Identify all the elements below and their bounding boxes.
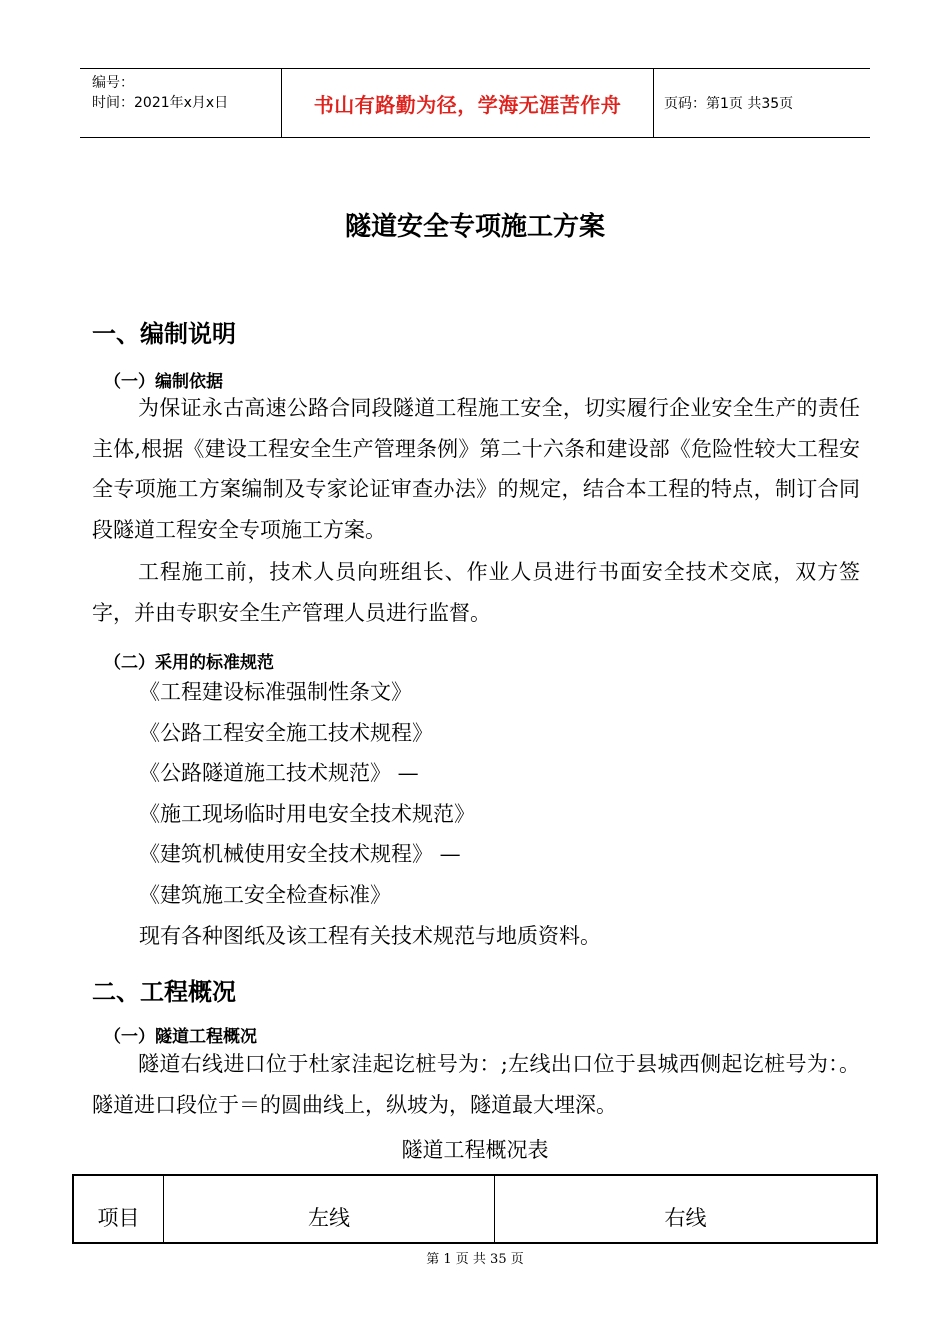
standard-item: 《施工现场临时用电安全技术规范》 — [139, 802, 475, 826]
document-title: 隧道安全专项施工方案 — [344, 212, 605, 242]
section1-heading: 一、编制说明 — [92, 320, 236, 348]
standard-item: 《建筑机械使用安全技术规程》 — — [139, 842, 461, 866]
table-header-item: 项目 — [74, 1176, 164, 1242]
overview-table — [72, 1174, 878, 1244]
standard-item: 《工程建设标准强制性条文》 — [139, 680, 412, 704]
table-caption: 隧道工程概况表 — [401, 1138, 549, 1162]
standard-item: 《建筑施工安全检查标准》 — [139, 883, 391, 907]
section1-sub2-heading: （二）采用的标准规范 — [104, 653, 274, 673]
standards-closing: 现有各种图纸及该工程有关技术规范与地质资料。 — [139, 924, 601, 948]
section1-sub1-heading: （一）编制依据 — [104, 372, 223, 392]
header-motto: 书山有路勤为径，学海无涯苦作舟 — [282, 69, 654, 137]
page-footer: 第 1 页 共 35 页 — [426, 1252, 524, 1267]
section2-heading: 二、工程概况 — [92, 978, 236, 1006]
standard-item: 《公路隧道施工技术规范》 — — [139, 761, 419, 785]
page-header-table — [80, 68, 870, 138]
number-label: 编号： — [92, 75, 134, 91]
section1-para2: 工程施工前，技术人员向班组长、作业人员进行书面安全技术交底，双方签字，并由专职安全生产管理人员进行监督。 — [92, 560, 860, 625]
section2-sub1-heading: （一）隧道工程概况 — [104, 1027, 257, 1047]
section1-para1: 为保证永古高速公路合同段隧道工程施工安全，切实履行企业安全生产的责任主体,根据《建设工程安全生产管理条例》第二十六条和建设部《危险性较大工程安全专项施工方案编制及专家论证审查办法》的规定，结合本工程的特点，制订合同段隧道工程安全专项施工方案。 — [92, 396, 860, 542]
table-header-right: 右线 — [664, 1206, 707, 1230]
standard-item: 《公路工程安全施工技术规程》 — [139, 721, 433, 745]
header-left-cell — [80, 69, 282, 137]
time-label: 时间：2021年x月x日 — [92, 95, 229, 111]
section2-para1: 隧道右线进口位于杜家洼起讫桩号为：;左线出口位于县城西侧起讫桩号为：。隧道进口段位于＝的圆曲线上，纵坡为，隧道最大埋深。 — [92, 1052, 860, 1117]
table-header-left: 左线 — [164, 1176, 495, 1242]
header-page-info: 页码：第1页 共35页 — [664, 96, 794, 112]
